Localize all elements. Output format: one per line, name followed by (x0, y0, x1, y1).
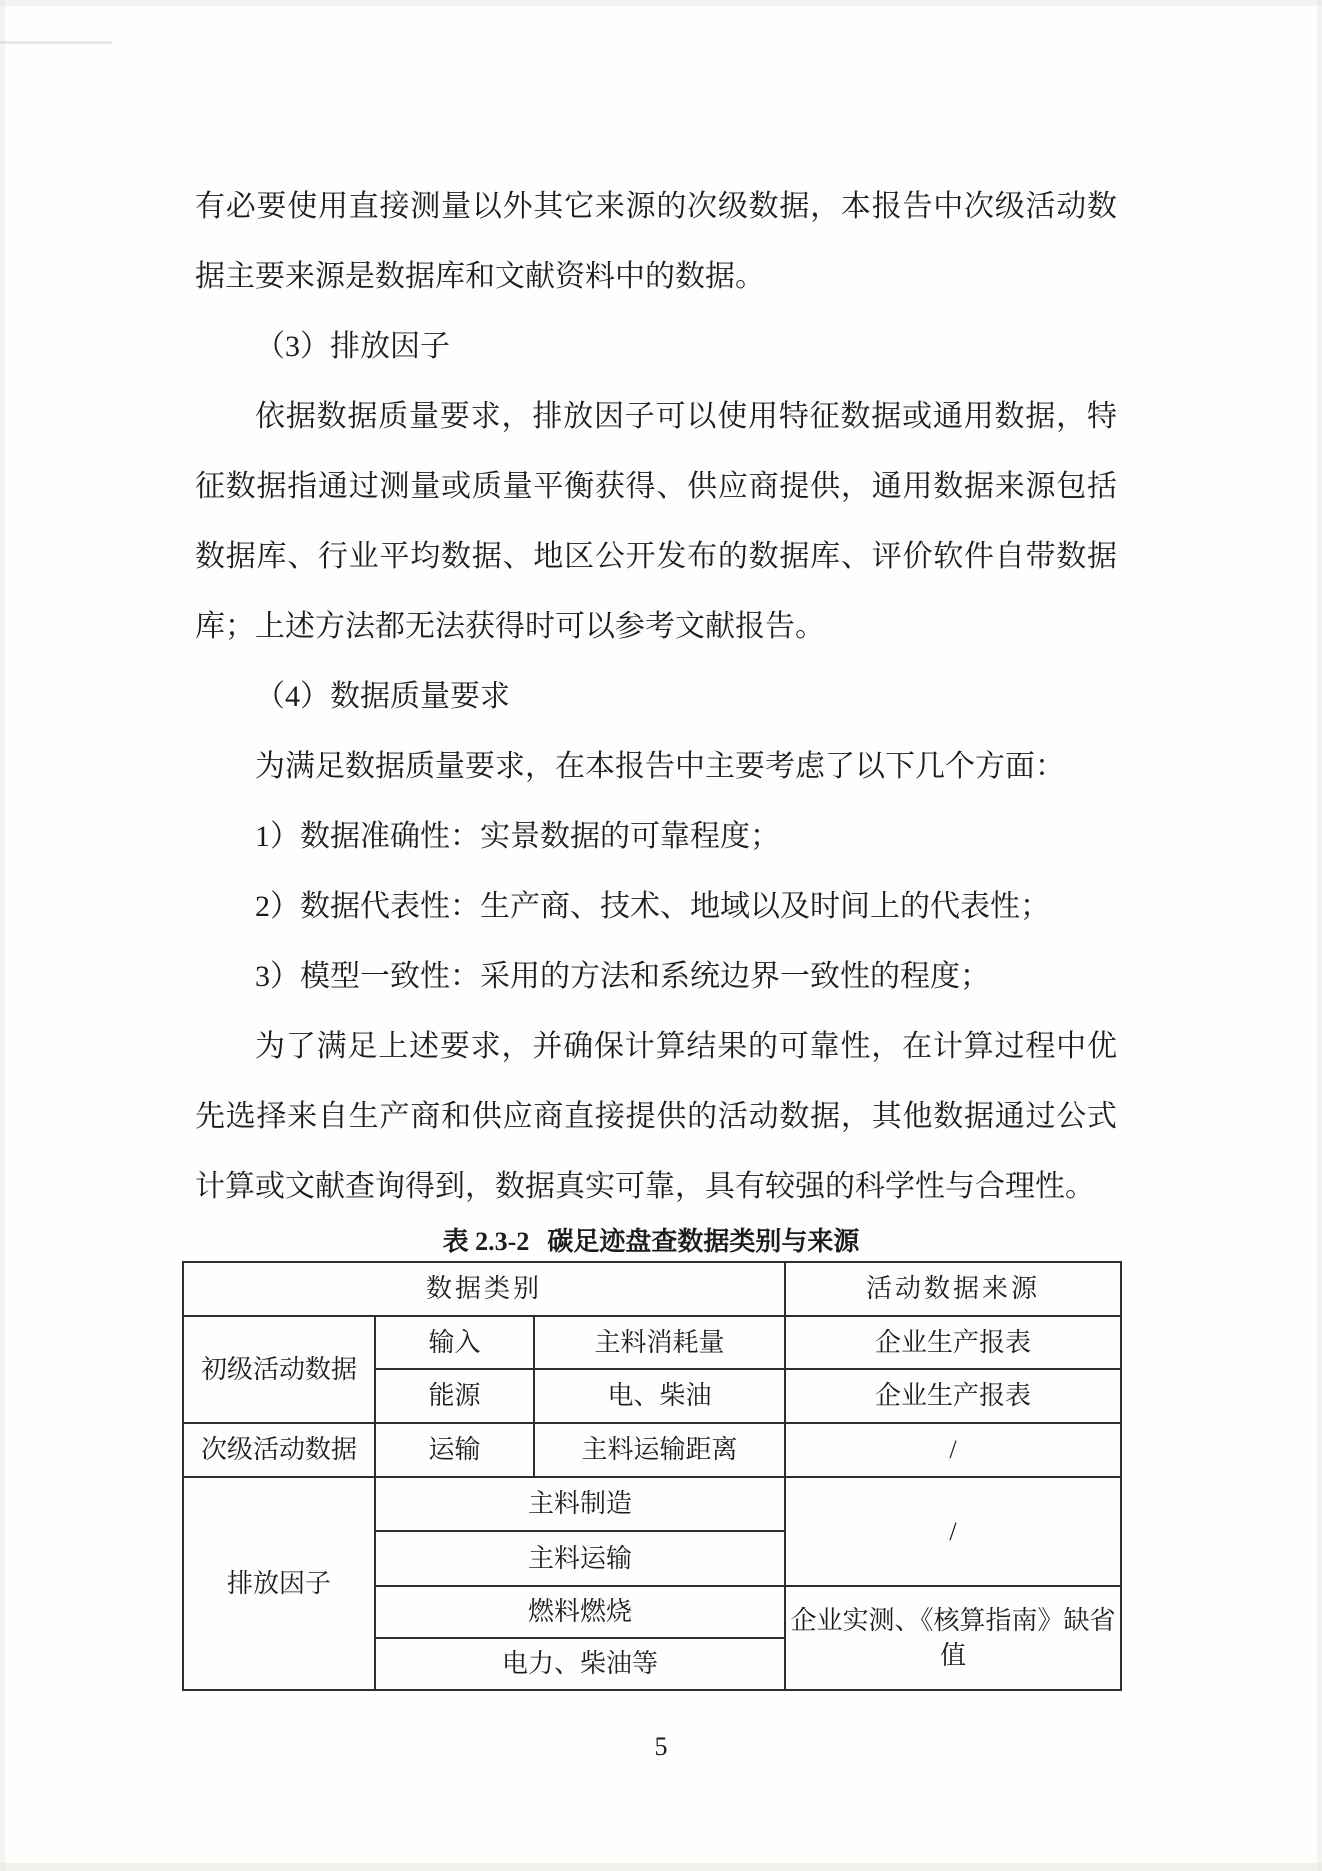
cell-emission-power: 电力、柴油等 (375, 1638, 785, 1690)
paragraph-emission-factor: 依据数据质量要求，排放因子可以使用特征数据或通用数据，特征数据指通过测量或质量平衡获得、供应商提供，通用数据来源包括数据库、行业平均数据、地区公开发布的数据库、评价软件自带数据库；上述方法都无法获得时可以参考文献报告。 (195, 400, 1117, 643)
cell-transport-type: 运输 (375, 1423, 534, 1477)
cell-emission-source-slash: / (785, 1477, 1121, 1586)
header-cell-activity-source: 活动数据来源 (785, 1262, 1121, 1316)
scan-edge-right (1317, 0, 1322, 1871)
list-item-accuracy: 1）数据准确性：实景数据的可靠程度； (255, 820, 780, 853)
cell-secondary-activity-label: 次级活动数据 (183, 1423, 375, 1477)
cell-energy-item: 电、柴油 (534, 1369, 785, 1423)
cell-energy-type: 能源 (375, 1369, 534, 1423)
cell-input-item: 主料消耗量 (534, 1316, 785, 1369)
cell-emission-manufacture: 主料制造 (375, 1477, 785, 1531)
cell-emission-source-measured: 企业实测、《核算指南》缺省值 (785, 1586, 1121, 1690)
cell-transport-source: / (785, 1423, 1121, 1477)
cell-emission-fuel: 燃料燃烧 (375, 1586, 785, 1638)
table-header-row (183, 1262, 1121, 1316)
heading-emission-factor: （3）排放因子 (255, 330, 450, 363)
cell-transport-item: 主料运输距离 (534, 1423, 785, 1477)
scan-smudge (0, 41, 112, 44)
table-row (183, 1477, 1121, 1531)
cell-energy-source: 企业生产报表 (785, 1369, 1121, 1423)
table-caption-title: 碳足迹盘查数据类别与来源 (547, 1227, 860, 1256)
cell-emission-factor-label: 排放因子 (183, 1477, 375, 1690)
cell-input-source: 企业生产报表 (785, 1316, 1121, 1369)
data-category-source-table (182, 1261, 1122, 1691)
table-row (183, 1423, 1121, 1477)
page-number: 5 (654, 1732, 668, 1761)
table-caption-label: 表 2.3-2 (442, 1227, 530, 1256)
heading-data-quality: （4）数据质量要求 (255, 680, 510, 713)
paragraph-secondary-data: 有必要使用直接测量以外其它来源的次级数据，本报告中次级活动数据主要来源是数据库和文献资料中的数据。 (195, 190, 1117, 293)
table-caption (182, 1222, 1120, 1261)
table-row (183, 1316, 1121, 1369)
scan-edge-left (0, 0, 5, 1871)
cell-emission-transport: 主料运输 (375, 1531, 785, 1586)
cell-input-type: 输入 (375, 1316, 534, 1369)
scan-edge-bottom (0, 1863, 1322, 1871)
list-item-consistency: 3）模型一致性：采用的方法和系统边界一致性的程度； (255, 960, 990, 993)
header-cell-data-category: 数据类别 (183, 1262, 785, 1316)
scan-edge-top (0, 0, 1322, 6)
paragraph-data-quality-intro: 为满足数据质量要求，在本报告中主要考虑了以下几个方面： (255, 750, 1065, 783)
cell-primary-activity-label: 初级活动数据 (183, 1316, 375, 1423)
page-body (195, 172, 1117, 1691)
list-item-representativeness: 2）数据代表性：生产商、技术、地域以及时间上的代表性； (255, 890, 1050, 923)
paragraph-requirements: 为了满足上述要求，并确保计算结果的可靠性，在计算过程中优先选择来自生产商和供应商直接提供的活动数据，其他数据通过公式计算或文献查询得到，数据真实可靠，具有较强的科学性与合理性。 (195, 1030, 1117, 1203)
